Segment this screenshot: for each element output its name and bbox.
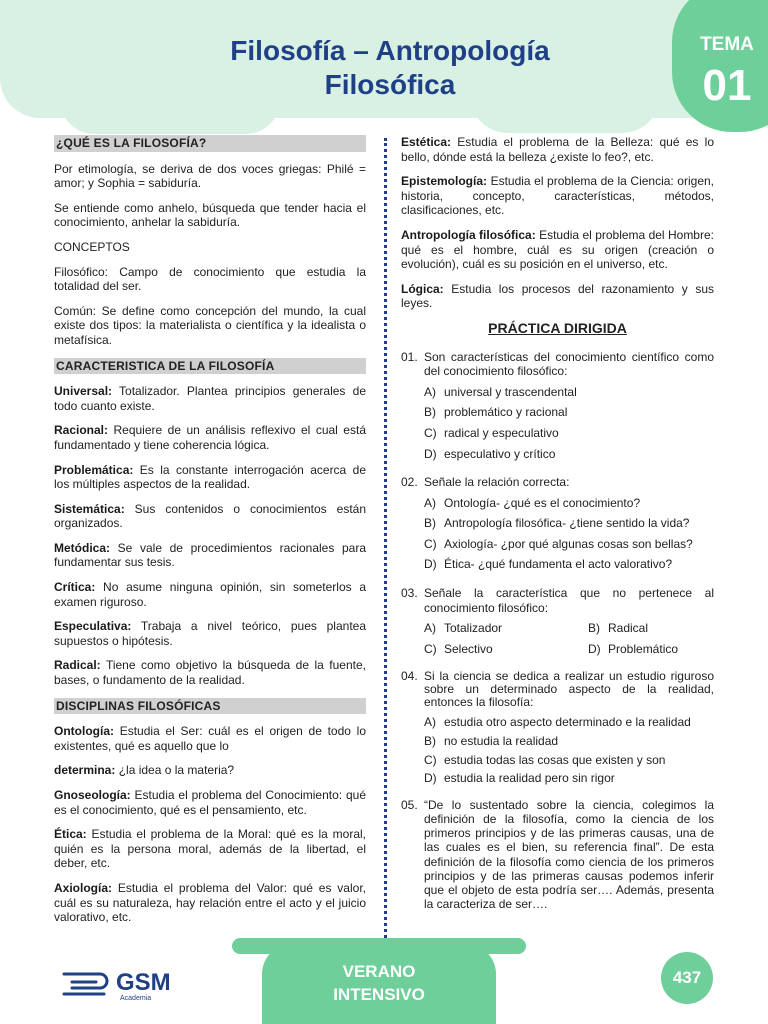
option: D) especulativo y crítico (424, 446, 556, 461)
question: 04. Si la ciencia se dedica a realizar un estudio riguroso sobre un determinado aspecto de la realidad, entonces la filosofía: (401, 669, 714, 710)
paragraph: Común: Se define como concepción del mundo, la cual existe dos tipos: la materialista o científica y la idealista o metafísica. (54, 303, 366, 347)
definition-item: Crítica: No asume ninguna opinión, sin someterlos a examen riguroso. (54, 580, 366, 609)
logo-subtext: Academia (120, 995, 152, 1002)
definition-item: Radical: Tiene como objetivo la búsqueda de la fuente, bases, o fundamento de la realidad. (54, 658, 366, 688)
option: A) Totalizador (424, 621, 503, 636)
column-divider (384, 138, 387, 938)
option: A) universal y trascendental (424, 384, 577, 399)
definition-item: Axiología: Estudia el problema del Valor: qué es valor, cuál es su naturaleza, hay relación entre el acto y el juicio valorativo, etc. (54, 880, 366, 925)
option-grid (401, 621, 714, 656)
tema-label: TEMA (700, 34, 754, 55)
definition-item: determina: ¿la idea o la materia? (54, 763, 235, 778)
section-heading: CARACTERISTICA DE LA FILOSOFÍA (54, 358, 366, 375)
gsm-logo (60, 966, 190, 1002)
definition-item: Epistemología: Estudia el problema de la Ciencia: origen, historia, concepto, características, métodos, clasificaciones, etc. (401, 174, 714, 218)
option: B) Antropología filosófica- ¿tiene sentido la vida? (424, 516, 690, 531)
paragraph: CONCEPTOS (54, 239, 130, 254)
question: 02. Señale la relación correcta: (401, 475, 570, 490)
definition-item: Universal: Totalizador. Plantea principios generales de todo cuanto existe. (54, 384, 366, 413)
definition-item: Sistemática: Sus contenidos o conocimientos están organizados. (54, 501, 366, 531)
option: A) Ontología- ¿qué es el conocimiento? (424, 495, 641, 510)
question: 03. Señale la característica que no pertenece al conocimiento filosófico: (401, 586, 714, 615)
option: D) Problemático (588, 641, 679, 656)
definition-item: Racional: Requiere de un análisis reflexivo el cual está fundamentado y tiene coherencia lógica. (54, 423, 366, 452)
tema-number: 01 (702, 61, 752, 110)
paragraph: Se entiende como anhelo, búsqueda que tender hacia el conocimiento, anhelar la sabiduría. (54, 200, 366, 230)
option: B) Radical (588, 621, 649, 636)
logo-text: GSM (116, 969, 171, 996)
option: C) radical y especulativo (424, 425, 559, 440)
option: B) no estudia la realidad (424, 734, 559, 749)
paragraph: Filosófico: Campo de conocimiento que estudia la totalidad del ser. (54, 264, 366, 294)
practice-title: PRÁCTICA DIRIGIDA (488, 319, 627, 336)
option: C) Axiología- ¿por qué algunas cosas son bellas? (424, 536, 693, 551)
definition-item: Metódica: Se vale de procedimientos racionales para fundamentar sus tesis. (54, 540, 366, 570)
definition-item: Ética: Estudia el problema de la Moral: qué es la moral, quién es la persona moral, además de la libertad, el deber, etc. (54, 827, 366, 871)
definition-item: Estética: Estudia el problema de la Belleza: qué es lo bello, dónde está la belleza ¿existe lo feo?, etc. (401, 135, 714, 164)
page-number: 437 (661, 952, 713, 1004)
left-column (54, 135, 366, 935)
definition-item: Problemática: Es la constante interrogación acerca de los múltiples aspectos de la realidad. (54, 462, 366, 492)
section-heading: ¿QUÉ ES LA FILOSOFÍA? (54, 135, 366, 152)
option: C) estudia todas las cosas que existen y son (424, 752, 666, 767)
definition-item: Ontología: Estudia el Ser: cuál es el origen de todo lo existentes, qué es aquello que lo (54, 724, 366, 753)
definition-item: Especulativa: Trabaja a nivel teórico, pues plantea supuestos o hipótesis. (54, 619, 366, 648)
page-title: Filosofía – Antropología Filosófica (230, 35, 550, 100)
option: B) problemático y racional (424, 405, 568, 420)
definition-item: Antropología filosófica: Estudia el problema del Hombre: qué es el hombre, cuál es su origen (creación o evolución), cuál es su posición en el universo, etc. (401, 227, 714, 272)
definition-item: Gnoseología: Estudia el problema del Conocimiento: qué es el conocimiento, qué es el pensamiento, etc. (54, 788, 366, 817)
header-decoration-blob (60, 100, 280, 134)
question: 05. “De lo sustentado sobre la ciencia, colegimos la definición de la filosofía, como la ciencia de los primeros principios y de las primeras causas, una de las cuales es el bien, su referencia final”. De esta definición de la filosofía como ciencia de los primeros principios y de las primeras causas podemos inferir que el objeto de esta podría ser…. Además, presenta la caracteriza de ser…. (401, 797, 714, 912)
section-heading: DISCIPLINAS FILOSÓFICAS (54, 698, 366, 715)
option: A) estudia otro aspecto determinado e la realidad (424, 715, 691, 730)
option: D) Ética- ¿qué fundamenta el acto valorativo? (424, 557, 673, 572)
footer-banner-text: VERANO INTENSIVO (333, 962, 425, 1004)
option: C) Selectivo (424, 641, 493, 656)
definition-item: Lógica: Estudia los procesos del razonamiento y sus leyes. (401, 281, 714, 311)
right-column (401, 135, 714, 917)
question: 01. Son características del conocimiento científico como del conocimiento filosófico: (401, 349, 714, 379)
option: D) estudia la realidad pero sin rigor (424, 771, 615, 786)
paragraph: Por etimología, se deriva de dos voces griegas: Philé = amor; y Sophia = sabiduría. (54, 161, 366, 191)
